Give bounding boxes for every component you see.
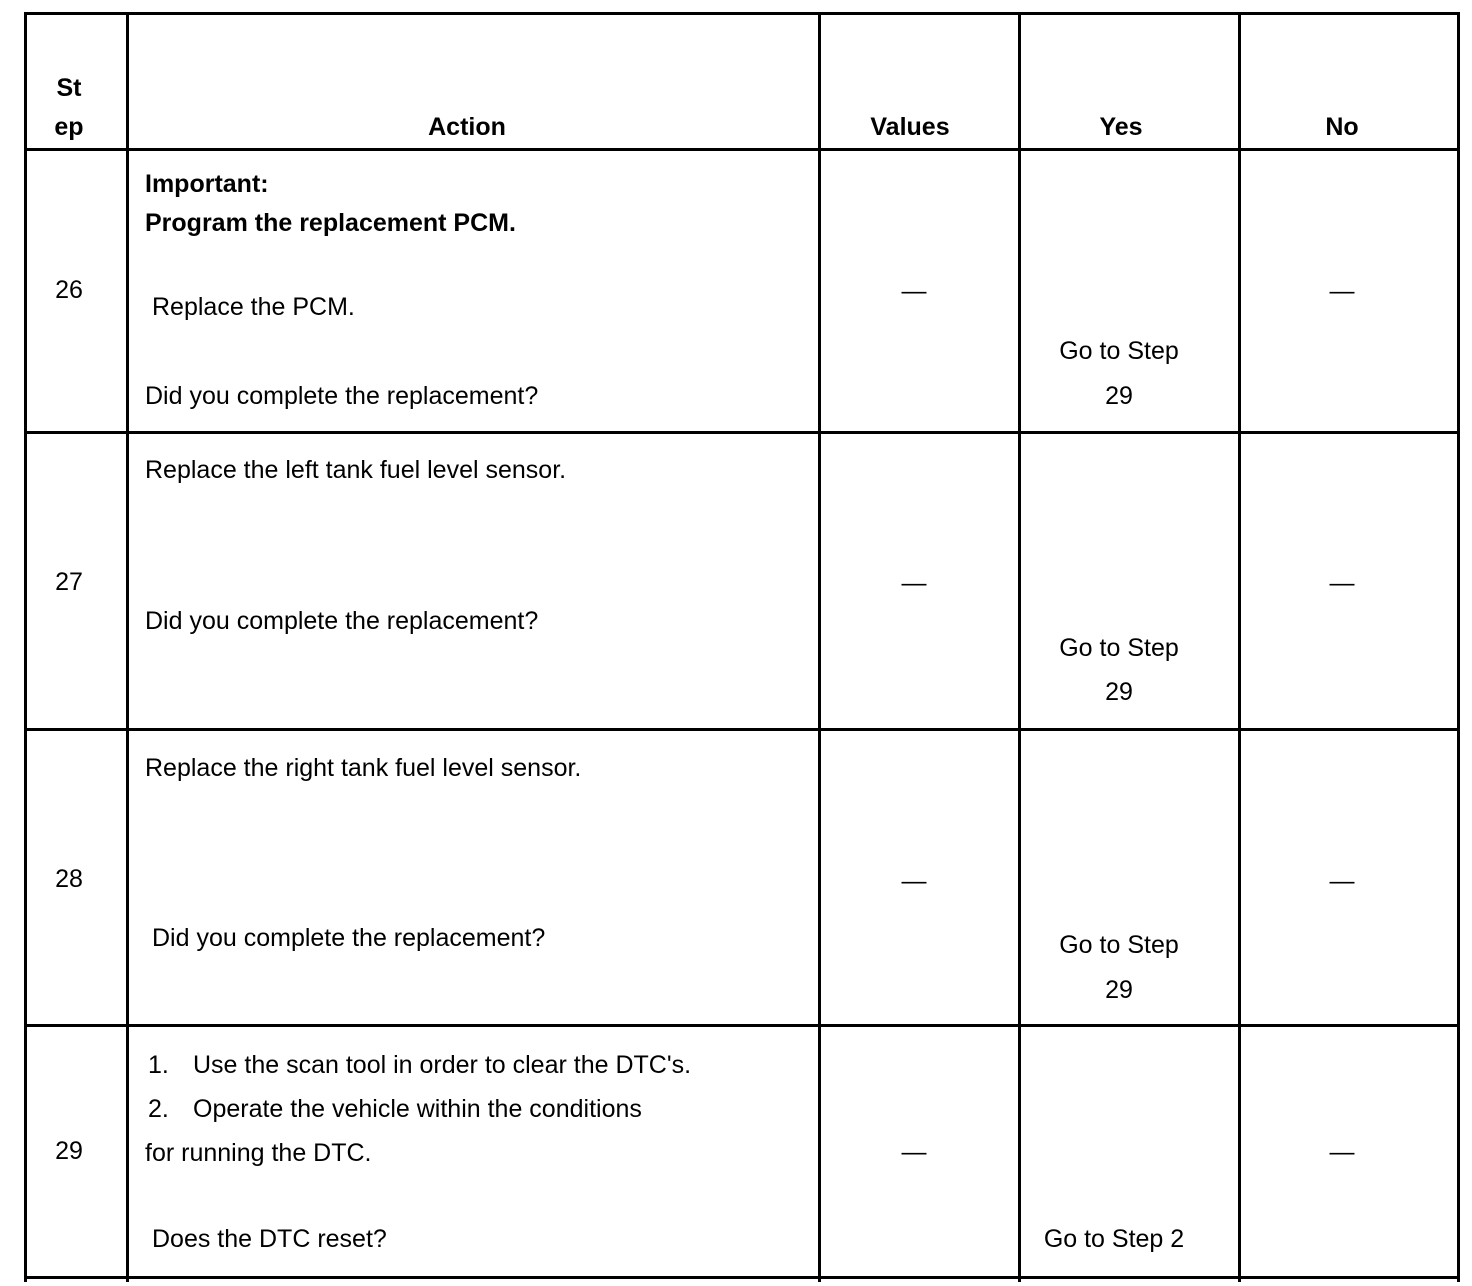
- yes-cell-line1: Go to Step: [1059, 337, 1179, 365]
- list-item-text: Operate the vehicle within the conditions: [193, 1095, 642, 1123]
- table-border-top: [24, 12, 1460, 15]
- header-step-line2: ep: [54, 113, 84, 141]
- row-divider: [24, 431, 1460, 434]
- yes-cell-line1: Go to Step: [1059, 634, 1179, 662]
- action-text: Replace the PCM.: [152, 293, 355, 321]
- yes-cell-line2: 29: [1105, 382, 1133, 410]
- values-cell: —: [901, 1138, 927, 1166]
- values-cell: —: [901, 277, 927, 305]
- important-note: Program the replacement PCM.: [145, 209, 516, 237]
- column-divider-action: [818, 12, 821, 1282]
- table-border-right: [1457, 12, 1460, 1282]
- step-number: 29: [55, 1137, 83, 1165]
- no-cell: —: [1329, 1138, 1355, 1166]
- values-cell: —: [901, 569, 927, 597]
- yes-cell-line2: 29: [1105, 976, 1133, 1004]
- values-cell: —: [901, 867, 927, 895]
- header-action: Action: [428, 113, 506, 141]
- table-border-bottom: [24, 1276, 1460, 1279]
- yes-cell-line1: Go to Step: [1059, 931, 1179, 959]
- step-number: 27: [55, 568, 83, 596]
- header-values: Values: [870, 113, 950, 141]
- yes-cell-line2: 29: [1105, 678, 1133, 706]
- action-text: Replace the left tank fuel level sensor.: [145, 456, 567, 484]
- action-question: Did you complete the replacement?: [145, 382, 539, 410]
- header-no: No: [1325, 113, 1359, 141]
- header-yes: Yes: [1099, 113, 1143, 141]
- no-cell: —: [1329, 867, 1355, 895]
- header-step-line1: St: [56, 74, 82, 102]
- no-cell: —: [1329, 569, 1355, 597]
- list-item-continuation: for running the DTC.: [145, 1139, 372, 1167]
- important-label: Important:: [145, 170, 269, 198]
- header-divider: [24, 148, 1460, 151]
- list-item-number: 2.: [148, 1095, 169, 1123]
- step-number: 28: [55, 865, 83, 893]
- step-number: 26: [55, 276, 83, 304]
- list-item-number: 1.: [148, 1051, 169, 1079]
- action-text: Replace the right tank fuel level sensor.: [145, 754, 582, 782]
- column-divider-step: [126, 12, 129, 1282]
- action-question: Did you complete the replacement?: [145, 607, 539, 635]
- row-divider: [24, 728, 1460, 731]
- action-question: Does the DTC reset?: [152, 1225, 387, 1253]
- column-divider-values: [1018, 12, 1021, 1282]
- row-divider: [24, 1024, 1460, 1027]
- action-question: Did you complete the replacement?: [152, 924, 546, 952]
- column-divider-yes: [1238, 12, 1241, 1282]
- list-item-text: Use the scan tool in order to clear the DTC's.: [193, 1051, 692, 1079]
- table-border-left: [24, 12, 27, 1282]
- yes-cell: Go to Step 2: [1043, 1225, 1185, 1253]
- no-cell: —: [1329, 277, 1355, 305]
